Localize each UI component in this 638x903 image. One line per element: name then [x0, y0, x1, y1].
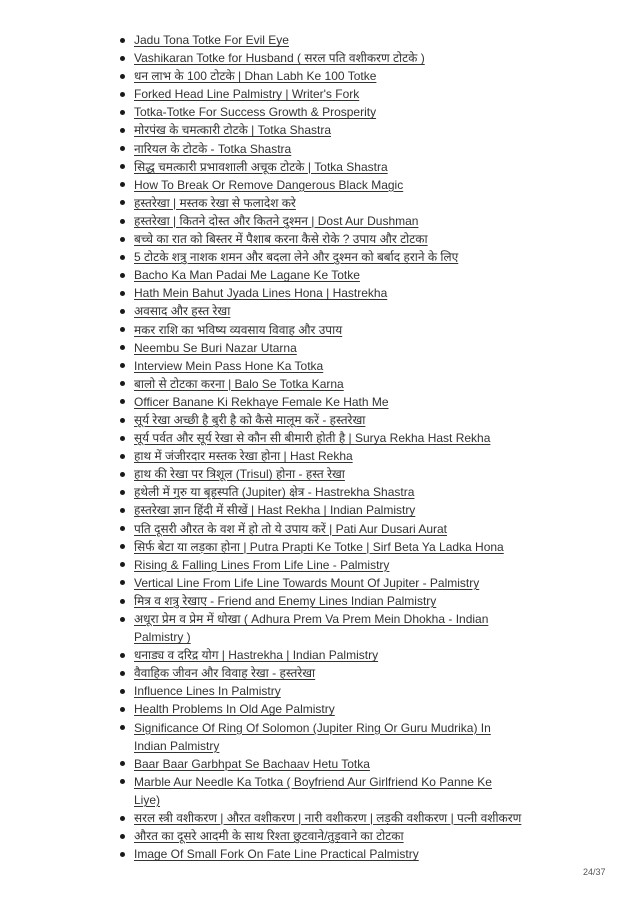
bullet-icon: [120, 56, 125, 61]
link-text-line[interactable]: बच्चे का रात को बिस्तर में पैशाब करना कैसे रोके ? उपाय और टोटका: [134, 232, 428, 247]
link-text-line[interactable]: Totka-Totke For Success Growth & Prosperity: [134, 105, 377, 120]
article-link[interactable]: [134, 664, 614, 682]
page-number: 24/37: [583, 867, 606, 877]
article-link[interactable]: [134, 375, 614, 393]
list-item: [134, 31, 614, 49]
article-link[interactable]: [134, 429, 614, 447]
bullet-icon: [120, 327, 125, 332]
article-link[interactable]: [134, 483, 614, 501]
list-item: [134, 682, 614, 700]
bullet-icon: [120, 291, 125, 296]
link-text-line[interactable]: नारियल के टोटके - Totka Shastra: [134, 141, 292, 156]
link-text-line[interactable]: Rising & Falling Lines From Life Line - Palmistry: [134, 557, 390, 572]
bullet-icon: [120, 164, 125, 169]
article-link[interactable]: [134, 827, 614, 845]
list-item: [134, 212, 614, 230]
list-item: [134, 266, 614, 284]
article-link[interactable]: [134, 538, 614, 556]
article-link[interactable]: [134, 520, 614, 538]
link-text-line[interactable]: मकर राशि का भविष्य व्यवसाय विवाह और उपाय: [134, 322, 343, 337]
bullet-icon: [120, 562, 125, 567]
article-link[interactable]: [134, 248, 614, 266]
list-item: [134, 520, 614, 538]
list-item: [134, 121, 614, 139]
article-link[interactable]: [134, 121, 614, 139]
bullet-icon: [120, 816, 125, 821]
link-text-line[interactable]: धनाड्य व दरिद्र योग | Hastrekha | Indian Palmistry: [134, 648, 379, 663]
link-text-line[interactable]: Officer Banane Ki Rekhaye Female Ke Hath Me: [134, 394, 389, 409]
bullet-icon: [120, 834, 125, 839]
article-link[interactable]: [134, 212, 614, 230]
list-item: [134, 321, 614, 339]
article-link[interactable]: [134, 501, 614, 519]
list-item: [134, 755, 614, 773]
link-text-line[interactable]: How To Break Or Remove Dangerous Black Magic: [134, 177, 404, 192]
list-item: [134, 140, 614, 158]
article-link[interactable]: [134, 393, 614, 411]
link-text-line[interactable]: सिर्फ बेटा या लड़का होना | Putra Prapti Ke Totke | Sirf Beta Ya Ladka Hona: [134, 539, 504, 554]
article-link[interactable]: [134, 302, 614, 320]
link-text-line[interactable]: Marble Aur Needle Ka Totka ( Boyfriend Aur Girlfriend Ko Panne Ke: [134, 774, 492, 789]
list-item: [134, 700, 614, 718]
link-text-line[interactable]: हस्तरेखा | मस्तक रेखा से फलादेश करे: [134, 195, 296, 210]
bullet-icon: [120, 182, 125, 187]
link-text-line[interactable]: Significance Of Ring Of Solomon (Jupiter Ring Or Guru Mudrika) In: [134, 720, 491, 735]
list-item: [134, 375, 614, 393]
list-item: [134, 646, 614, 664]
article-link[interactable]: [134, 31, 614, 49]
list-item: [134, 248, 614, 266]
list-item: [134, 664, 614, 682]
list-item: [134, 85, 614, 103]
list-item: [134, 809, 614, 827]
link-text-line[interactable]: पति दूसरी औरत के वश में हो तो ये उपाय करें | Pati Aur Dusari Aurat: [134, 521, 447, 536]
bullet-icon: [120, 399, 125, 404]
bullet-icon: [120, 761, 125, 766]
link-text-line[interactable]: अवसाद और हस्त रेखा: [134, 304, 231, 319]
article-link[interactable]: [134, 284, 614, 302]
article-link[interactable]: [134, 592, 614, 610]
bullet-icon: [120, 436, 125, 441]
link-text-line[interactable]: Baar Baar Garbhpat Se Bachaav Hetu Totka: [134, 756, 370, 771]
list-item: [134, 158, 614, 176]
list-item: [134, 592, 614, 610]
bullet-icon: [120, 852, 125, 857]
article-link[interactable]: [134, 176, 614, 194]
bullet-icon: [120, 653, 125, 658]
bullet-icon: [120, 526, 125, 531]
link-text-line[interactable]: 5 टोटके शत्रु नाशक शमन और बदला लेने और दुश्मन को बर्बाद हराने के लिए: [134, 250, 459, 265]
list-item: [134, 556, 614, 574]
article-link[interactable]: [134, 610, 614, 646]
list-item: [134, 103, 614, 121]
article-link[interactable]: [134, 321, 614, 339]
article-link[interactable]: [134, 411, 614, 429]
bullet-icon: [120, 472, 125, 477]
list-item: [134, 194, 614, 212]
list-item: [134, 610, 614, 646]
list-item: [134, 176, 614, 194]
article-link[interactable]: [134, 465, 614, 483]
list-item: [134, 67, 614, 85]
link-text-line[interactable]: Bacho Ka Man Padai Me Lagane Ke Totke: [134, 268, 360, 283]
link-text-line[interactable]: सूर्य रेखा अच्छी है बुरी है को कैसे मालूम करें - हस्तरेखा: [134, 412, 366, 427]
link-text-line[interactable]: Vertical Line From Life Line Towards Mount Of Jupiter - Palmistry: [134, 575, 480, 590]
link-text-line[interactable]: हाथ की रेखा पर त्रिशूल (Trisul) होना - हस्त रेखा: [134, 467, 345, 482]
article-link[interactable]: [134, 357, 614, 375]
bullet-icon: [120, 363, 125, 368]
bullet-icon: [120, 219, 125, 224]
link-text-line[interactable]: Vashikaran Totke for Husband ( सरल पति वशीकरण टोटके ): [134, 51, 425, 66]
bullet-icon: [120, 599, 125, 604]
bullet-icon: [120, 580, 125, 585]
link-text-line[interactable]: Interview Mein Pass Hone Ka Totka: [134, 358, 324, 373]
list-item: [134, 719, 614, 755]
bullet-icon: [120, 92, 125, 97]
list-item: [134, 465, 614, 483]
link-text-line[interactable]: सूर्य पर्वत और सूर्य रेखा से कौन सी बीमारी होती है | Surya Rekha Hast Rekha: [134, 431, 491, 446]
bullet-icon: [120, 689, 125, 694]
bullet-icon: [120, 237, 125, 242]
link-list: [134, 31, 614, 863]
list-item: [134, 827, 614, 845]
link-text-line[interactable]: मित्र व शत्रु रेखाए - Friend and Enemy Lines Indian Palmistry: [134, 593, 437, 608]
list-item: [134, 447, 614, 465]
list-item: [134, 393, 614, 411]
link-text-line[interactable]: हाथ में जंजीरदार मस्तक रेखा होना | Hast Rekha: [134, 449, 353, 464]
bullet-icon: [120, 128, 125, 133]
bullet-icon: [120, 490, 125, 495]
bullet-icon: [120, 255, 125, 260]
link-text-line[interactable]: Forked Head Line Palmistry | Writer's Fork: [134, 87, 360, 102]
list-item: [134, 230, 614, 248]
bullet-icon: [120, 707, 125, 712]
link-text-line[interactable]: वैवाहिक जीवन और विवाह रेखा - हस्तरेखा: [134, 666, 316, 681]
list-item: [134, 574, 614, 592]
bullet-icon: [120, 309, 125, 314]
link-text-line[interactable]: Liye): [134, 792, 161, 807]
list-item: [134, 429, 614, 447]
article-link[interactable]: [134, 339, 614, 357]
bullet-icon: [120, 671, 125, 676]
bullet-icon: [120, 779, 125, 784]
list-item: [134, 501, 614, 519]
article-link[interactable]: [134, 556, 614, 574]
link-text-line[interactable]: हथेली में गुरु या बृहस्पति (Jupiter) क्षेत्र - Hastrekha Shastra: [134, 485, 415, 500]
bullet-icon: [120, 418, 125, 423]
bullet-icon: [120, 725, 125, 730]
list-item: [134, 302, 614, 320]
link-text-line[interactable]: धन लाभ के 100 टोटके | Dhan Labh Ke 100 Totke: [134, 69, 377, 84]
article-link[interactable]: [134, 755, 614, 773]
bullet-icon: [120, 345, 125, 350]
link-text-line[interactable]: Indian Palmistry: [134, 738, 220, 753]
list-item: [134, 483, 614, 501]
bullet-icon: [120, 544, 125, 549]
link-text-line[interactable]: हस्तरेखा | कितने दोस्त और कितने दुश्मन | Dost Aur Dushman: [134, 213, 419, 228]
article-link[interactable]: [134, 700, 614, 718]
bullet-icon: [120, 273, 125, 278]
article-link[interactable]: [134, 85, 614, 103]
link-text-line[interactable]: सिद्ध चमत्कारी प्रभावशाली अचूक टोटके | Totka Shastra: [134, 159, 388, 174]
link-text-line[interactable]: मोरपंख के चमत्कारी टोटके | Totka Shastra: [134, 123, 331, 138]
list-item: [134, 538, 614, 556]
link-text-line[interactable]: Jadu Tona Totke For Evil Eye: [134, 33, 289, 47]
list-item: [134, 339, 614, 357]
article-link[interactable]: [134, 447, 614, 465]
link-text-line[interactable]: Influence Lines In Palmistry: [134, 684, 281, 699]
article-link[interactable]: [134, 809, 614, 827]
bullet-icon: [120, 454, 125, 459]
link-text-line[interactable]: सरल स्त्री वशीकरण | औरत वशीकरण | नारी वशीकरण | लड़की वशीकरण | पत्नी वशीकरण: [134, 811, 522, 826]
article-link[interactable]: [134, 140, 614, 158]
list-item: [134, 357, 614, 375]
article-link[interactable]: [134, 574, 614, 592]
link-text-line[interactable]: औरत का दूसरे आदमी के साथ रिश्ता छुटवाने/तुड़वाने का टोटका: [134, 829, 404, 844]
bullet-icon: [120, 508, 125, 513]
link-text-line[interactable]: अधूरा प्रेम व प्रेम में धोखा ( Adhura Prem Va Prem Mein Dhokha - Indian: [134, 612, 489, 626]
list-item: [134, 845, 614, 863]
article-link[interactable]: [134, 773, 614, 809]
list-item: [134, 284, 614, 302]
article-link[interactable]: [134, 845, 614, 863]
link-text-line[interactable]: बालो से टोटका करना | Balo Se Totka Karna: [134, 376, 344, 391]
link-text-line[interactable]: Palmistry ): [134, 630, 191, 645]
link-text-line[interactable]: हस्तरेखा ज्ञान हिंदी में सीखें | Hast Rekha | Indian Palmistry: [134, 503, 416, 518]
bullet-icon: [120, 381, 125, 386]
article-link[interactable]: [134, 67, 614, 85]
bullet-icon: [120, 200, 125, 205]
bullet-icon: [120, 74, 125, 79]
bullet-icon: [120, 110, 125, 115]
list-item: [134, 773, 614, 809]
article-link[interactable]: [134, 266, 614, 284]
bullet-icon: [120, 146, 125, 151]
article-link[interactable]: [134, 719, 614, 755]
article-link[interactable]: [134, 158, 614, 176]
list-item: [134, 49, 614, 67]
link-text-line[interactable]: Image Of Small Fork On Fate Line Practical Palmistry: [134, 847, 419, 862]
link-text-line[interactable]: Neembu Se Buri Nazar Utarna: [134, 340, 297, 355]
bullet-icon: [120, 617, 125, 622]
article-link[interactable]: [134, 103, 614, 121]
article-link[interactable]: [134, 682, 614, 700]
bullet-icon: [120, 38, 125, 43]
article-link[interactable]: [134, 194, 614, 212]
article-link[interactable]: [134, 646, 614, 664]
link-text-line[interactable]: Health Problems In Old Age Palmistry: [134, 702, 335, 717]
link-text-line[interactable]: Hath Mein Bahut Jyada Lines Hona | Hastrekha: [134, 286, 388, 301]
list-item: [134, 411, 614, 429]
article-link[interactable]: [134, 49, 614, 67]
article-link[interactable]: [134, 230, 614, 248]
